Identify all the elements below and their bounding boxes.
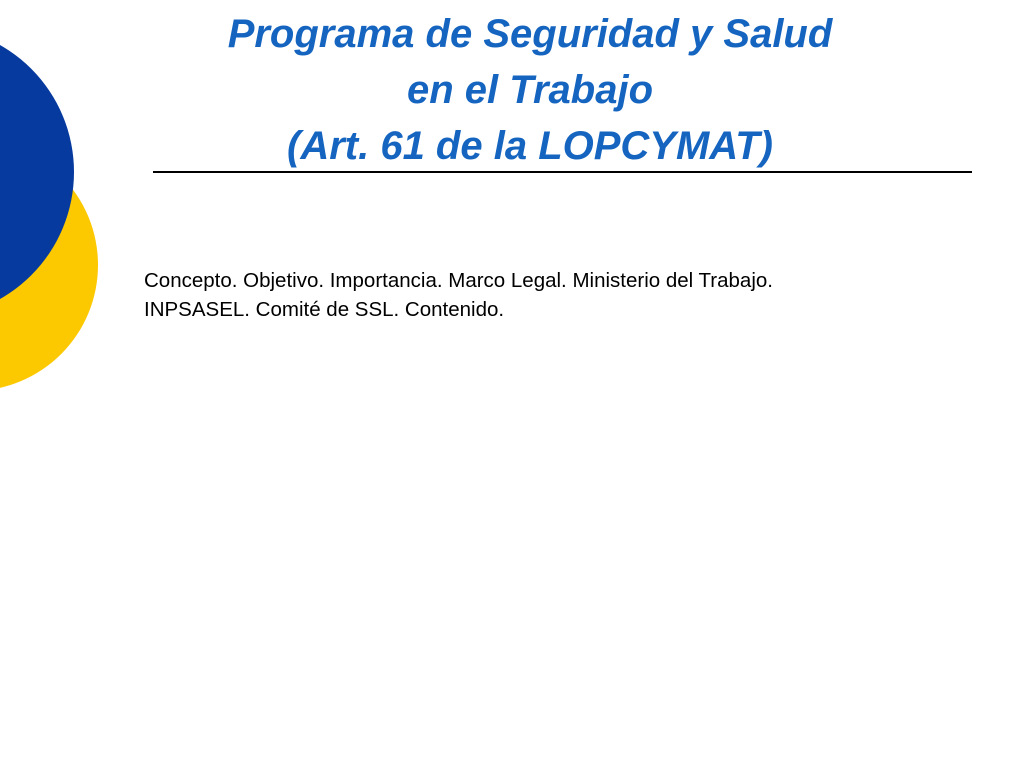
title-divider: [153, 171, 972, 173]
slide-title: [130, 6, 930, 174]
title-line-1: Programa de Seguridad y Salud: [227, 12, 833, 56]
decorative-circles: [0, 0, 110, 420]
title-line-3: (Art. 61 de la LOPCYMAT): [287, 124, 773, 168]
body-line-1: Concepto. Objetivo. Importancia. Marco Legal. Ministerio del Trabajo.: [144, 269, 773, 292]
body-line-2: INPSASEL. Comité de SSL. Contenido.: [144, 298, 505, 321]
title-line-2: en el Trabajo: [406, 68, 653, 112]
slide-body: [144, 266, 964, 324]
